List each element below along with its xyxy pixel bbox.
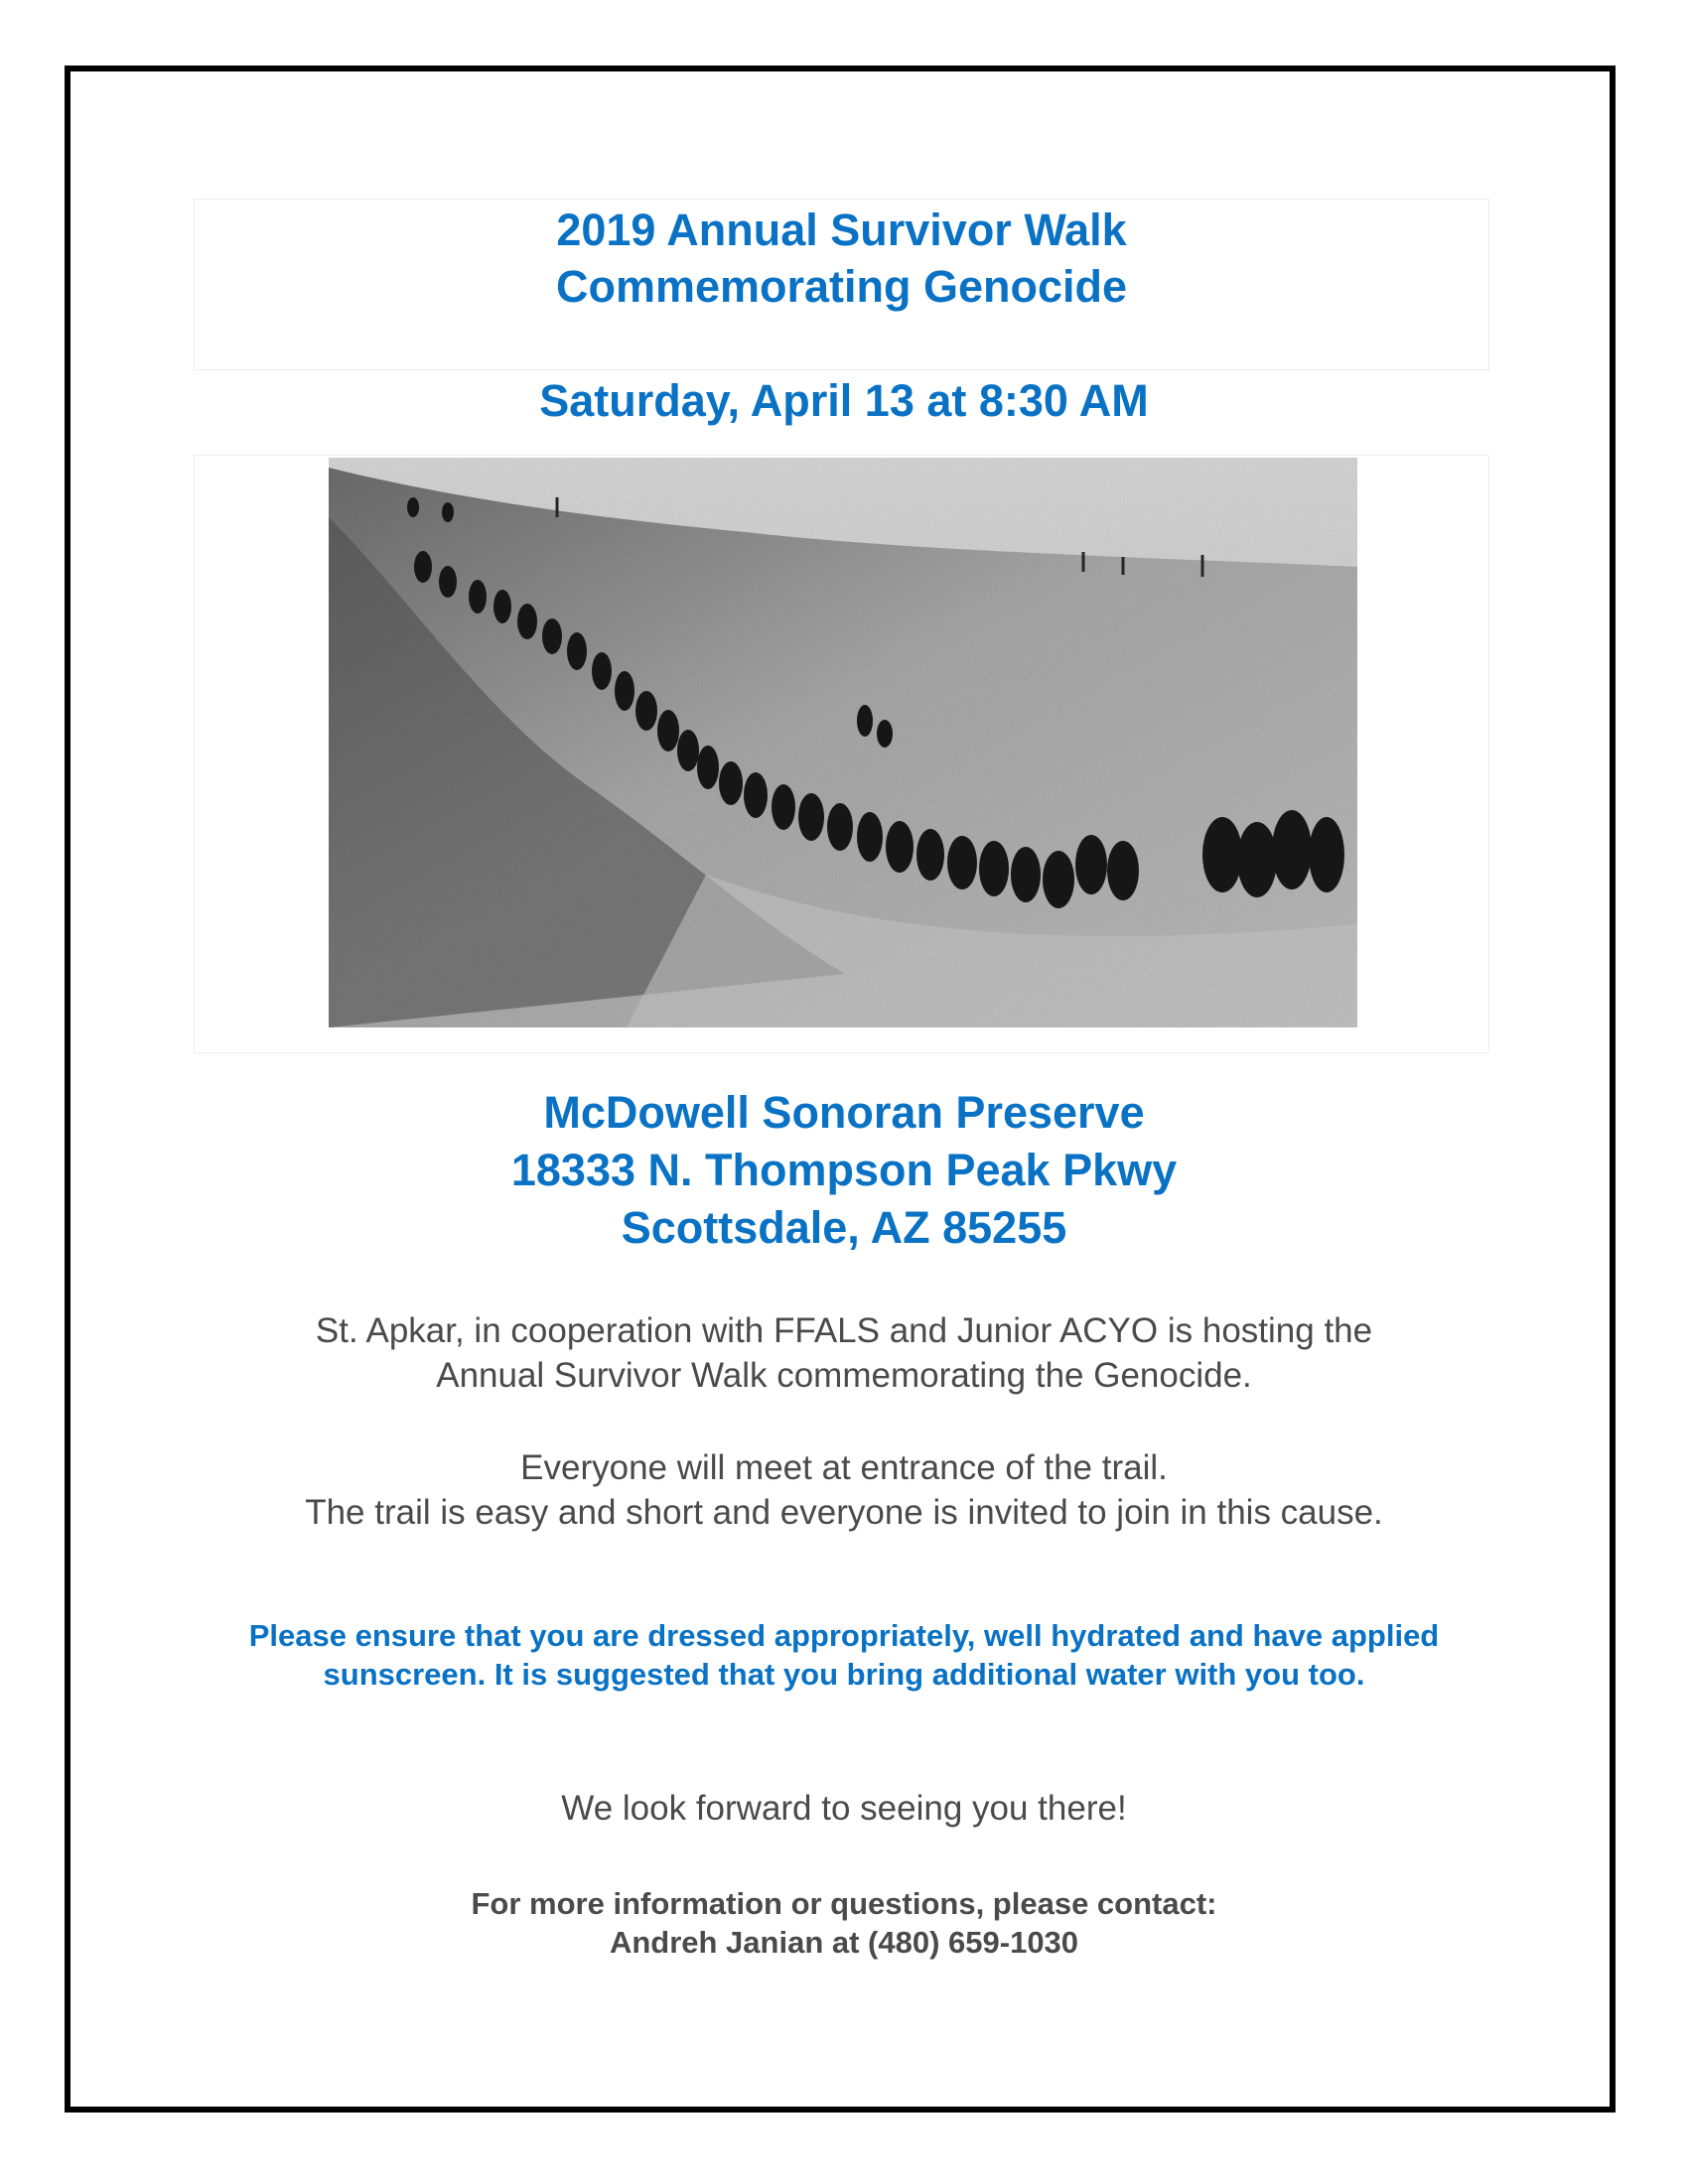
venue-city-state-zip: Scottsdale, AZ 85255 (621, 1202, 1067, 1253)
event-date-time: Saturday, April 13 at 8:30 AM (539, 375, 1149, 426)
advice-line-2: sunscreen. It is suggested that you bring additional water with you too. (323, 1657, 1365, 1692)
preparation-advice (0, 1616, 1688, 1694)
historic-photo-icon (329, 458, 1357, 1027)
description-line-1: St. Apkar, in cooperation with FFALS and Junior ACYO is hosting the (315, 1311, 1373, 1350)
contact-line-2: Andreh Janian at (480) 659-1030 (609, 1925, 1079, 1960)
title-line-2: Commemorating Genocide (555, 261, 1128, 312)
meeting-info (0, 1445, 1688, 1535)
title-line-1: 2019 Annual Survivor Walk (556, 205, 1127, 255)
event-description (0, 1308, 1688, 1398)
meet-line-2: The trail is easy and short and everyone is invited to join in this cause. (305, 1493, 1383, 1532)
contact-line-1: For more information or questions, please contact: (471, 1886, 1217, 1921)
event-title (194, 202, 1489, 315)
closing-message: We look forward to seeing you there! (561, 1789, 1127, 1828)
venue-name: McDowell Sonoran Preserve (543, 1087, 1145, 1138)
contact-info (0, 1884, 1688, 1962)
meet-line-1: Everyone will meet at entrance of the trail. (520, 1448, 1168, 1487)
venue-address (0, 1084, 1688, 1257)
advice-line-1: Please ensure that you are dressed appropriately, well hydrated and have applied (248, 1618, 1440, 1653)
description-line-2: Annual Survivor Walk commemorating the Genocide. (436, 1356, 1252, 1395)
venue-street: 18333 N. Thompson Peak Pkwy (510, 1145, 1178, 1195)
